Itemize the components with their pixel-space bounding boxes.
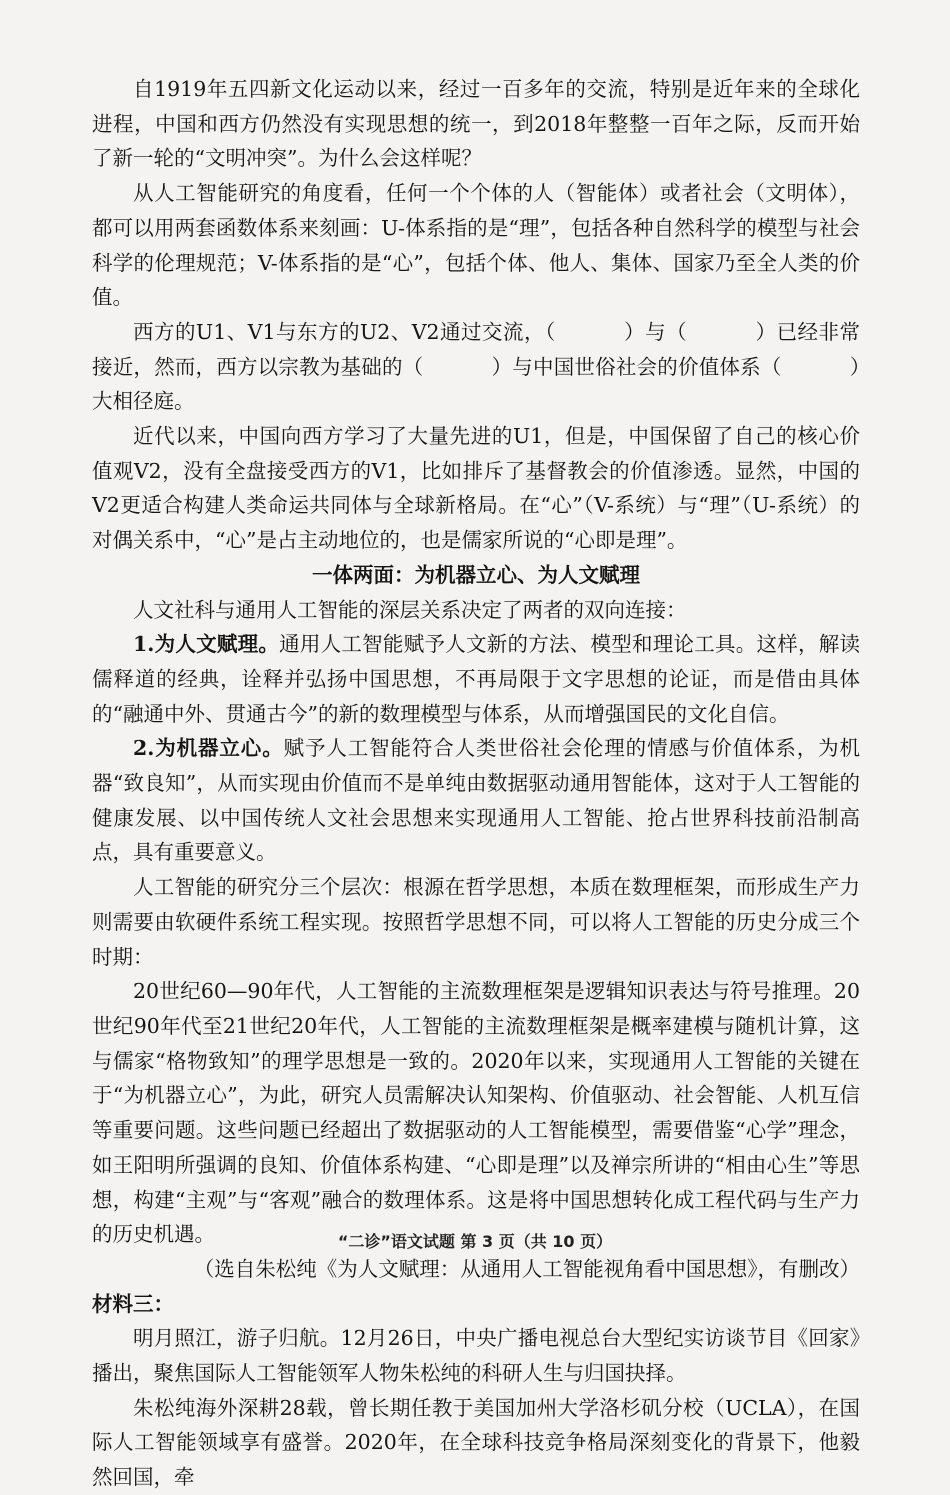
point-1-title: 1.为人文赋理。 [133,632,280,657]
paragraph-11: 朱松纯海外深耕28载，曾长期任教于美国加州大学洛杉矶分校（UCLA），在国际人工智能领域享有盛誉。2020年，在全球科技竞争格局深刻变化的背景下，他毅然回国，牵 [92,1395,860,1490]
source-citation: （选自朱松纯《为人文赋理：从通用人工智能视角看中国思想》，有删改） [193,1256,860,1281]
body-text [92,72,860,1495]
p3-seg5: ）大相径庭。 [92,354,861,414]
point-2-text: 赋予人工智能符合人类世俗社会伦理的情感与价值体系，为机器“致良知”，从而实现由价值而不是单纯由数据驱动通用智能体，这对于人工智能的健康发展、以中国传统人文社会思想来实现通用人工智能、抢占世界科技前沿制高点，具有重要意义。 [92,736,860,865]
paragraph-8: 人工智能的研究分三个层次：根源在哲学思想，本质在数理框架，而形成生产力则需要由软硬件系统工程实现。按照哲学思想不同，可以将人工智能的历史分成三个时期： [92,875,860,969]
p3-seg4: ）与中国世俗社会的价值体系（ [491,354,782,379]
point-2-title: 2.为机器立心。 [133,736,284,761]
point-1-text: 通用人工智能赋予人文新的方法、模型和理论工具。这样，解读儒释道的经典，诠释并弘扬中国思想，不再局限于文字思想的论证，而是借由具体的“融通中外、贯通古今”的新的数理模型与体系，从而增强国民的文化自信。 [92,632,860,726]
page-footer: “二诊”语文试题 第 3 页（共 10 页） [337,1232,613,1251]
p3-seg3: ）已经非常接近，然而，西方以宗教为基础的（ [92,319,861,379]
paragraph-2: 从人工智能研究的角度看，任何一个个体的人（智能体）或者社会（文明体），都可以用两套函数体系来刻画：U-体系指的是“理”，包括各种自然科学的模型与社会科学的伦理规范；V-体系指的是“心”，包括个体、他人、集体、国家乃至全人类的价值。 [92,181,860,310]
paragraph-10: 明月照江，游子归航。12月26日，中央广播电视总台大型纪实访谈节目《回家》播出，聚焦国际人工智能领军人物朱松纯的科研人生与归国抉择。 [92,1326,860,1386]
paragraph-5: 人文社科与通用人工智能的深层关系决定了两者的双向连接： [133,597,687,622]
paragraph-1: 自1919年五四新文化运动以来，经过一百多年的交流，特别是近年来的全球化进程，中国和西方仍然没有实现思想的统一，到2018年整整一百年之际，反而开始了新一轮的“文明冲突”。为什么会这样呢？ [92,77,860,171]
paragraph-3-fill-blanks [92,315,860,419]
paragraph-7 [92,731,860,870]
paragraph-6 [92,627,860,731]
p3-seg1: 西方的U1、V1与东方的U2、V2通过交流，（ [133,319,556,344]
section-heading: 一体两面：为机器立心、为人文赋理 [312,562,640,587]
paragraph-4: 近代以来，中国向西方学习了大量先进的U1，但是，中国保留了自己的核心价值观V2，没有全盘接受西方的V1，比如排斥了基督教会的价值渗透。显然，中国的V2更适合构建人类命运共同体与全球新格局。在“心”（V-系统）与“理”（U-系统）的对偶关系中，“心”是占主动地位的，也是儒家所说的“心即是理”。 [92,424,860,553]
material-3-label: 材料三： [92,1291,174,1316]
p3-seg2: ）与（ [623,319,688,344]
paragraph-9: 20世纪60—90年代，人工智能的主流数理框架是逻辑知识表达与符号推理。20世纪90年代至21世纪20年代，人工智能的主流数理框架是概率建模与随机计算，这与儒家“格物致知”的理学思想是一致的。2020年以来，实现通用人工智能的关键在于“为机器立心”，为此，研究人员需解决认知架构、价值驱动、社会智能、人机互信等重要问题。这些问题已经超出了数据驱动的人工智能模型，需要借鉴“心学”理念，如王阳明所强调的良知、价值体系构建、“心即是理”以及禅宗所讲的“相由心生”等思想，构建“主观”与“客观”融合的数理体系。这是将中国思想转化成工程代码与生产力的历史机遇。 [92,979,860,1247]
